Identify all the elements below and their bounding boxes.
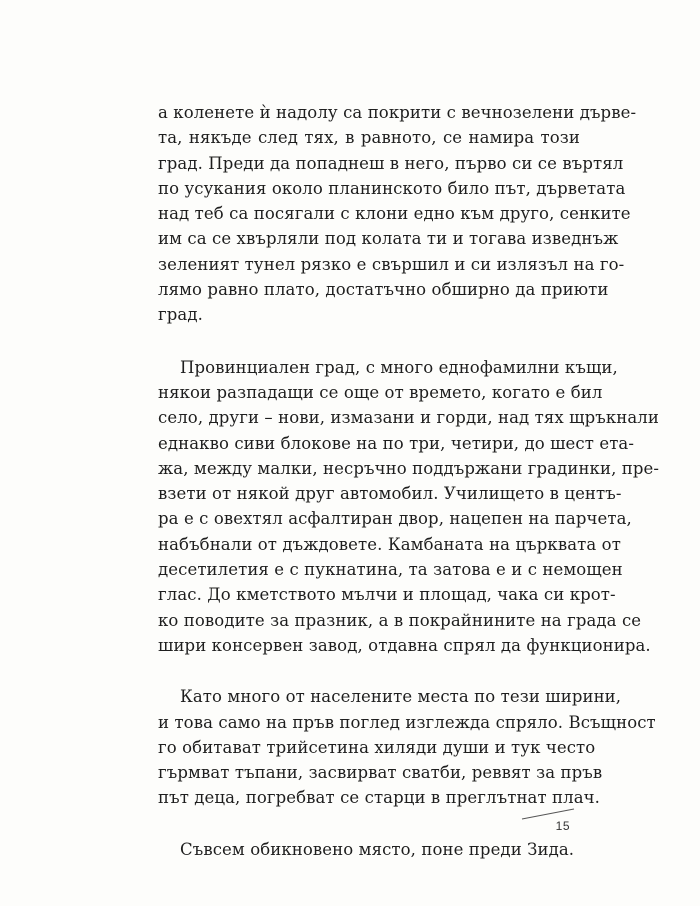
text-line: взети от някой друг автомобил. Училището в центъ- (158, 484, 622, 504)
paragraph-1 (158, 100, 637, 328)
text-line: село, други – нови, измазани и горди, над тях щръкнали (158, 408, 659, 428)
paragraph-gap (158, 328, 580, 355)
text-line: Съвсем обикновено място, поне преди Зида. (180, 839, 575, 859)
text-line: над теб са посягали с клони едно към друго, сенките (158, 204, 631, 224)
text-line: им са се хвърляли под колата ти и тогава изведнъж (158, 229, 619, 249)
body-text (158, 100, 660, 862)
text-line: някои разпадащи се още от времето, когато е бил (158, 382, 603, 402)
text-line: жа, между малки, несръчно поддържани градинки, пре- (158, 458, 660, 478)
text-line: гърмват тъпани, засвирват сватби, реввят за пръв (158, 763, 603, 783)
text-line: зеленият тунел рязко е свършил и си излязъл на го- (158, 254, 625, 274)
paragraph-3 (158, 684, 656, 810)
text-line: път деца, погребват се старци в преглътнат плач. (158, 788, 601, 808)
text-line: лямо равно плато, достатъчно обширно да приюти (158, 280, 609, 300)
paragraph-2 (158, 355, 660, 659)
text-line: шири консервен завод, отдавна спрял да функционира. (158, 635, 651, 655)
text-line: град. Преди да попаднеш в него, първо си се въртял (158, 153, 624, 173)
text-line: град. (158, 305, 203, 325)
text-line: Като много от населените места по тези ширини, (180, 687, 622, 707)
text-line: и това само на пръв поглед изглежда спряло. Всъщност (158, 712, 656, 732)
text-line: го обитават трийсетина хиляди души и тук често (158, 737, 596, 757)
text-line: глас. До кметството мълчи и площад, чака си крот- (158, 585, 616, 605)
text-line: та, някъде след тях, в равното, се намира този (158, 128, 580, 148)
page-number-area (520, 806, 576, 836)
text-line: десетилетия е с пукнатина, та затова е и с немощен (158, 560, 623, 580)
paragraph-gap (158, 658, 580, 684)
text-line: а коленете ѝ надолу са покрити с вечнозелени дърве- (158, 103, 637, 122)
paragraph-4 (158, 837, 580, 862)
text-line: Провинциален град, с много еднофамилни къщи, (180, 357, 618, 377)
text-line: ра е с овехтял асфалтиран двор, нацепен на парчета, (158, 509, 632, 529)
page-number: 15 (555, 819, 570, 833)
text-line: еднакво сиви блокове на по три, четири, до шест ета- (158, 433, 635, 453)
text-line: набъбнали от дъждовете. Камбаната на църквата от (158, 534, 621, 554)
paragraph-gap (158, 811, 580, 837)
text-line: по усукания около планинското било път, дърветата (158, 178, 626, 198)
text-line: ко поводите за празник, а в покрайнините на града се (158, 610, 642, 630)
